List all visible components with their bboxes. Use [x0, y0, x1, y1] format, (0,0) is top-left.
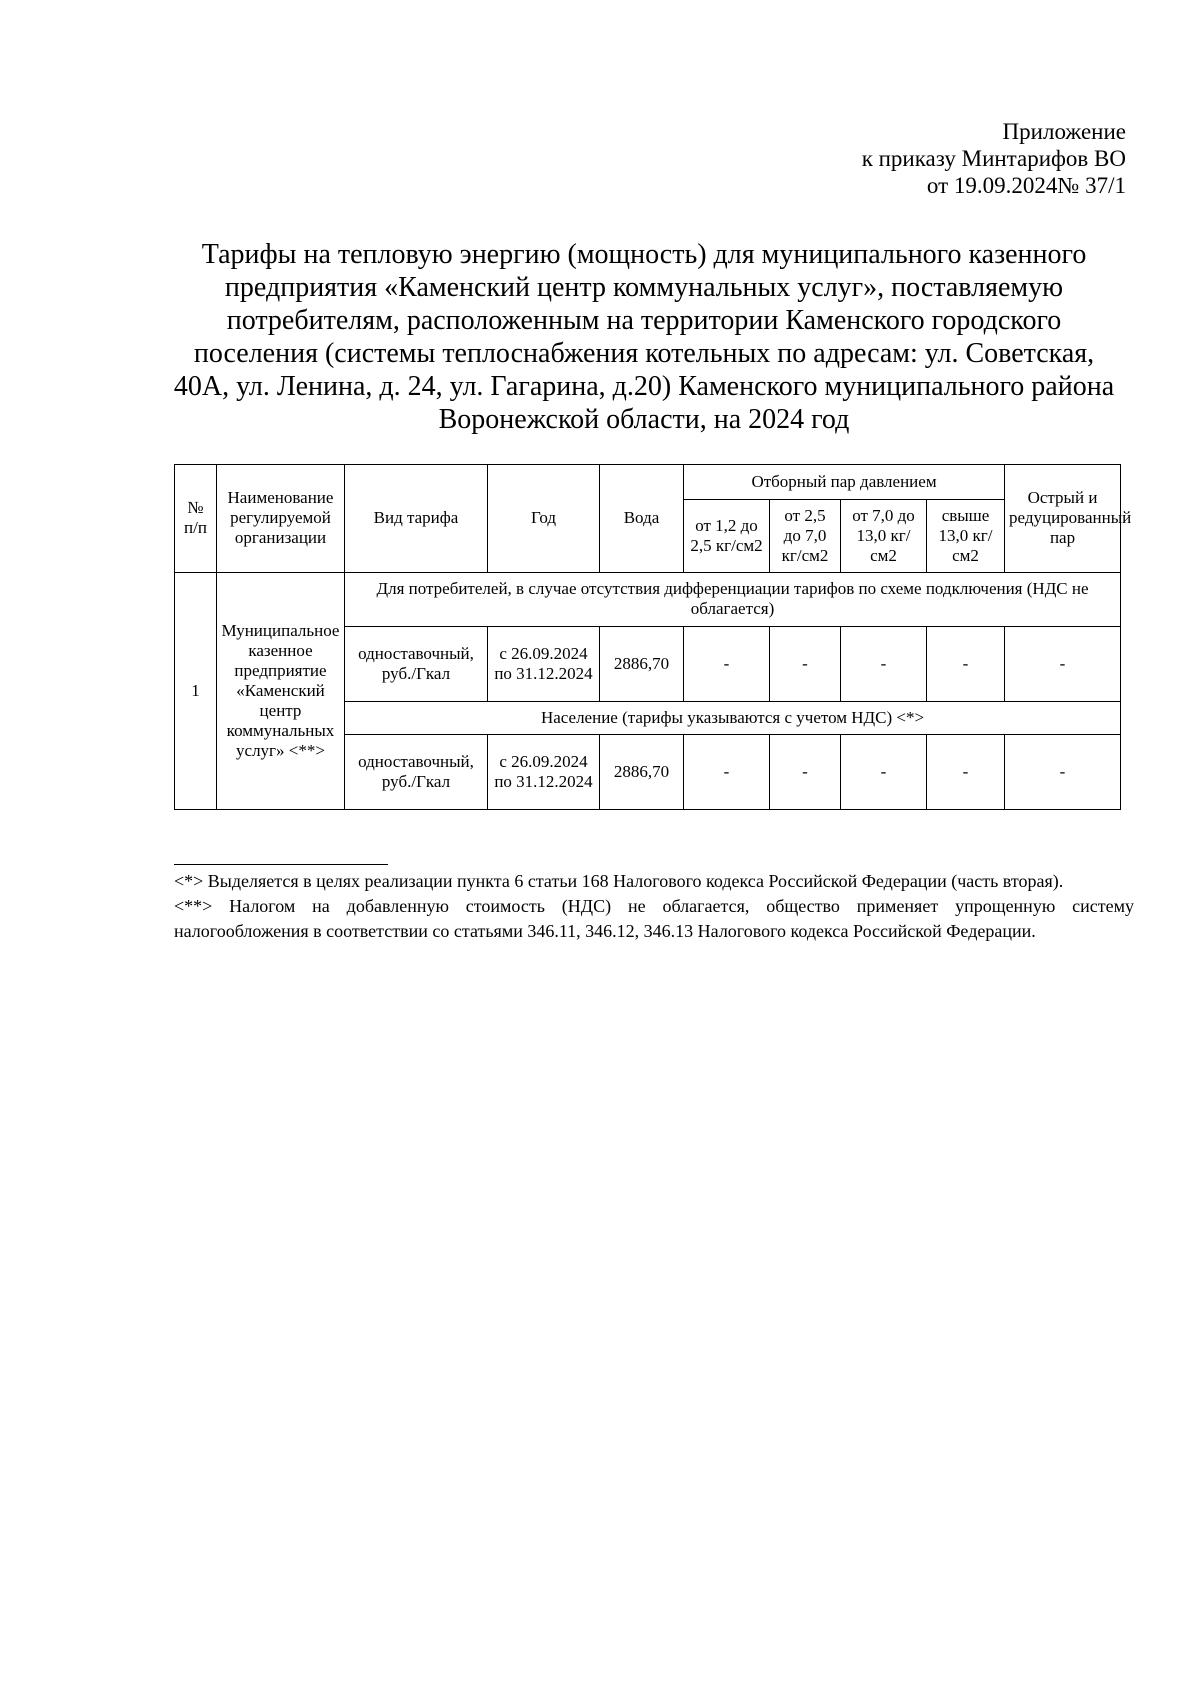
footnote-divider [174, 864, 388, 865]
header-pressure-2: от 2,5 до 7,0 кг/см2 [770, 499, 841, 572]
sharp-steam-value: - [1005, 627, 1121, 702]
pressure-1-value: - [684, 627, 770, 702]
footnotes [174, 864, 1134, 944]
section-caption-1: Для потребителей, в случае отсутствия дифференциации тарифов по схеме подключения (НДС не облагается) [345, 572, 1121, 627]
appendix-line-1: Приложение [1002, 119, 1126, 144]
header-year: Год [488, 465, 600, 573]
header-sharp-steam: Острый и редуцированный пар [1005, 465, 1121, 573]
pressure-1-value: - [684, 734, 770, 809]
appendix-header [862, 118, 1126, 199]
org-name: Муниципальное казенное предприятие «Каменский центр коммунальных услуг» <**> [217, 572, 345, 809]
appendix-line-3: от 19.09.2024№ 37/1 [926, 173, 1126, 198]
footnote-2: <**> Налогом на добавленную стоимость (НДС) не облагается, общество применяет упрощенную систему налогообложения в соответствии со статьями 346.11, 346.12, 346.13 Налогового кодекса Российской Федерации. [174, 896, 1134, 941]
pressure-2-value: - [770, 627, 841, 702]
header-water: Вода [600, 465, 684, 573]
appendix-line-2: к приказу Минтарифов ВО [861, 146, 1126, 171]
header-pressure-4: свыше 13,0 кг/см2 [927, 499, 1005, 572]
document-title: Тарифы на тепловую энергию (мощность) для муниципального казенного предприятия «Каменский центр коммунальных услуг», поставляемую потребителям, расположенным на территории Каменского городского поселения (системы теплоснабжения котельных по адресам: ул. Советская, 40А, ул. Ленина, д. 24, ул. Гагарина, д.20) Каменского муниципального района Воронежской области, на 2024 год [173, 239, 1115, 435]
pressure-2-value: - [770, 734, 841, 809]
header-steam-group: Отборный пар давлением [684, 465, 1005, 500]
water-value-cell: 2886,70 [600, 734, 684, 809]
pressure-4-value: - [927, 734, 1005, 809]
period-cell: с 26.09.2024 по 31.12.2024 [488, 734, 600, 809]
header-tariff-type: Вид тарифа [345, 465, 488, 573]
water-value-cell: 2886,70 [600, 627, 684, 702]
header-pressure-3: от 7,0 до 13,0 кг/см2 [841, 499, 927, 572]
section-caption-2: Население (тарифы указываются с учетом НДС) <*> [345, 702, 1121, 734]
pressure-4-value: - [927, 627, 1005, 702]
tariff-table [174, 464, 1132, 810]
header-pressure-1: от 1,2 до 2,5 кг/см2 [684, 499, 770, 572]
header-num: № п/п [175, 465, 217, 573]
tariff-type-cell: одноставочный, руб./Гкал [345, 627, 488, 702]
pressure-3-value: - [841, 734, 927, 809]
footnote-1: <*> Выделяется в целях реализации пункта 6 статьи 168 Налогового кодекса Российской Федерации (часть вторая). [174, 871, 1064, 891]
tariff-type-cell: одноставочный, руб./Гкал [345, 734, 488, 809]
header-org: Наименование регулируемой организации [217, 465, 345, 573]
pressure-3-value: - [841, 627, 927, 702]
row-number: 1 [175, 572, 217, 809]
period-cell: с 26.09.2024 по 31.12.2024 [488, 627, 600, 702]
sharp-steam-value: - [1005, 734, 1121, 809]
